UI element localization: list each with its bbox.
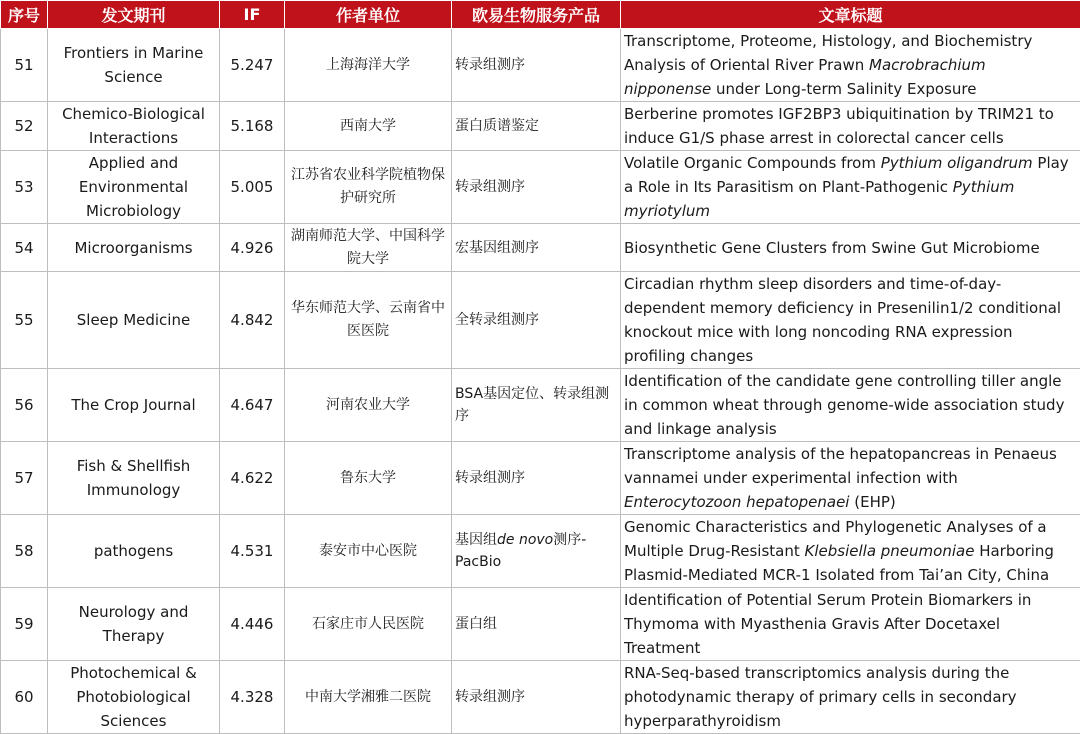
service-product [452, 515, 621, 588]
article-title [621, 151, 1080, 224]
row-index: 58 [1, 515, 48, 588]
author-affiliation: 上海海洋大学 [285, 29, 452, 102]
impact-factor: 4.531 [220, 515, 285, 588]
article-title [621, 442, 1080, 515]
table-row [1, 369, 1080, 442]
header-impact-factor: IF [220, 1, 285, 29]
species-name: Macrobrachium nipponense [624, 56, 986, 98]
author-affiliation: 华东师范大学、云南省中医医院 [285, 272, 452, 369]
title-text: Genomic Characteristics and Phylogenetic Analyses of a Multiple Drug-Resistant [624, 518, 1047, 560]
table-row [1, 29, 1080, 102]
title-text: RNA-Seq-based transcriptomics analysis during the photodynamic therapy of primary cells in secondary hyperparathyroidism [624, 664, 1017, 730]
title-text: (EHP) [849, 493, 895, 511]
impact-factor: 5.005 [220, 151, 285, 224]
product-text: 蛋白质谱鉴定 [455, 118, 539, 134]
row-index: 51 [1, 29, 48, 102]
impact-factor: 5.247 [220, 29, 285, 102]
journal-name: Neurology and Therapy [48, 588, 220, 661]
species-name: Enterocytozoon hepatopenaei [624, 493, 849, 511]
journal-name: Sleep Medicine [48, 272, 220, 369]
header-index: 序号 [1, 1, 48, 29]
journal-name: The Crop Journal [48, 369, 220, 442]
service-product [452, 151, 621, 224]
product-text: 测序-PacBio [455, 532, 586, 570]
title-text: Circadian rhythm sleep disorders and time-of-day-dependent memory deficiency in Presenilin1/2 conditional knockout mice with long noncoding RNA expression profiling changes [624, 275, 1061, 365]
impact-factor: 4.842 [220, 272, 285, 369]
row-index: 57 [1, 442, 48, 515]
product-text: BSA基因定位、转录组测序 [455, 386, 609, 424]
title-text: Identification of Potential Serum Protein Biomarkers in Thymoma with Myasthenia Gravis After Docetaxel Treatment [624, 591, 1031, 657]
product-text: 宏基因组测序 [455, 240, 539, 256]
service-product [452, 102, 621, 151]
header-affiliation: 作者单位 [285, 1, 452, 29]
title-text: under Long-term Salinity Exposure [711, 80, 976, 98]
article-title [621, 224, 1080, 272]
table-row [1, 515, 1080, 588]
table-row [1, 661, 1080, 734]
author-affiliation: 西南大学 [285, 102, 452, 151]
article-title [621, 369, 1080, 442]
table-row [1, 588, 1080, 661]
row-index: 59 [1, 588, 48, 661]
title-text: Volatile Organic Compounds from [624, 154, 881, 172]
header-service-product: 欧易生物服务产品 [452, 1, 621, 29]
table-body [1, 29, 1080, 734]
journal-name: pathogens [48, 515, 220, 588]
author-affiliation: 鲁东大学 [285, 442, 452, 515]
table-row [1, 224, 1080, 272]
product-text: 基因组 [455, 532, 497, 548]
title-text: Transcriptome analysis of the hepatopancreas in Penaeus vannamei under experimental infection with [624, 445, 1057, 487]
impact-factor: 4.446 [220, 588, 285, 661]
journal-name: Microorganisms [48, 224, 220, 272]
row-index: 53 [1, 151, 48, 224]
author-affiliation: 江苏省农业科学院植物保护研究所 [285, 151, 452, 224]
journal-name: Photochemical & Photobiological Sciences [48, 661, 220, 734]
impact-factor: 4.926 [220, 224, 285, 272]
author-affiliation: 中南大学湘雅二医院 [285, 661, 452, 734]
product-text: 转录组测序 [455, 57, 525, 73]
article-title [621, 661, 1080, 734]
product-text: 转录组测序 [455, 470, 525, 486]
title-text: Biosynthetic Gene Clusters from Swine Gut Microbiome [624, 239, 1040, 257]
journal-name: Chemico-Biological Interactions [48, 102, 220, 151]
table-row [1, 151, 1080, 224]
title-text: Harboring Plasmid-Mediated MCR-1 Isolated from Tai’an City, China [624, 542, 1054, 584]
row-index: 55 [1, 272, 48, 369]
impact-factor: 4.647 [220, 369, 285, 442]
table-row [1, 102, 1080, 151]
article-title [621, 272, 1080, 369]
product-text: 蛋白组 [455, 616, 497, 632]
service-product [452, 588, 621, 661]
author-affiliation: 石家庄市人民医院 [285, 588, 452, 661]
table-row [1, 272, 1080, 369]
article-title [621, 102, 1080, 151]
product-text: 转录组测序 [455, 179, 525, 195]
journal-name: Fish & Shellfish Immunology [48, 442, 220, 515]
impact-factor: 4.622 [220, 442, 285, 515]
species-name: Pythium myriotylum [624, 178, 1014, 220]
title-text: Identification of the candidate gene controlling tiller angle in common wheat through genome-wide association study and linkage analysis [624, 372, 1064, 438]
table-row [1, 442, 1080, 515]
header-article-title: 文章标题 [621, 1, 1080, 29]
product-text: 全转录组测序 [455, 312, 539, 328]
author-affiliation: 河南农业大学 [285, 369, 452, 442]
article-title [621, 515, 1080, 588]
row-index: 56 [1, 369, 48, 442]
service-product [452, 442, 621, 515]
author-affiliation: 湖南师范大学、中国科学院大学 [285, 224, 452, 272]
title-text: Transcriptome, Proteome, Histology, and Biochemistry Analysis of Oriental River Prawn [624, 32, 1032, 74]
service-product [452, 224, 621, 272]
title-text: Play a Role in Its Parasitism on Plant-Pathogenic [624, 154, 1069, 196]
impact-factor: 4.328 [220, 661, 285, 734]
service-product [452, 29, 621, 102]
row-index: 54 [1, 224, 48, 272]
article-title [621, 588, 1080, 661]
product-text: 转录组测序 [455, 689, 525, 705]
header-row [1, 1, 1080, 29]
header-journal: 发文期刊 [48, 1, 220, 29]
journal-name: Frontiers in Marine Science [48, 29, 220, 102]
service-product [452, 369, 621, 442]
species-name: Klebsiella pneumoniae [805, 542, 975, 560]
author-affiliation: 泰安市中心医院 [285, 515, 452, 588]
title-text: Berberine promotes IGF2BP3 ubiquitination by TRIM21 to induce G1/S phase arrest in colorectal cancer cells [624, 105, 1054, 147]
article-title [621, 29, 1080, 102]
row-index: 60 [1, 661, 48, 734]
product-text: de novo [497, 532, 553, 548]
impact-factor: 5.168 [220, 102, 285, 151]
row-index: 52 [1, 102, 48, 151]
species-name: Pythium oligandrum [881, 154, 1033, 172]
service-product [452, 661, 621, 734]
journal-name: Applied and Environmental Microbiology [48, 151, 220, 224]
service-product [452, 272, 621, 369]
